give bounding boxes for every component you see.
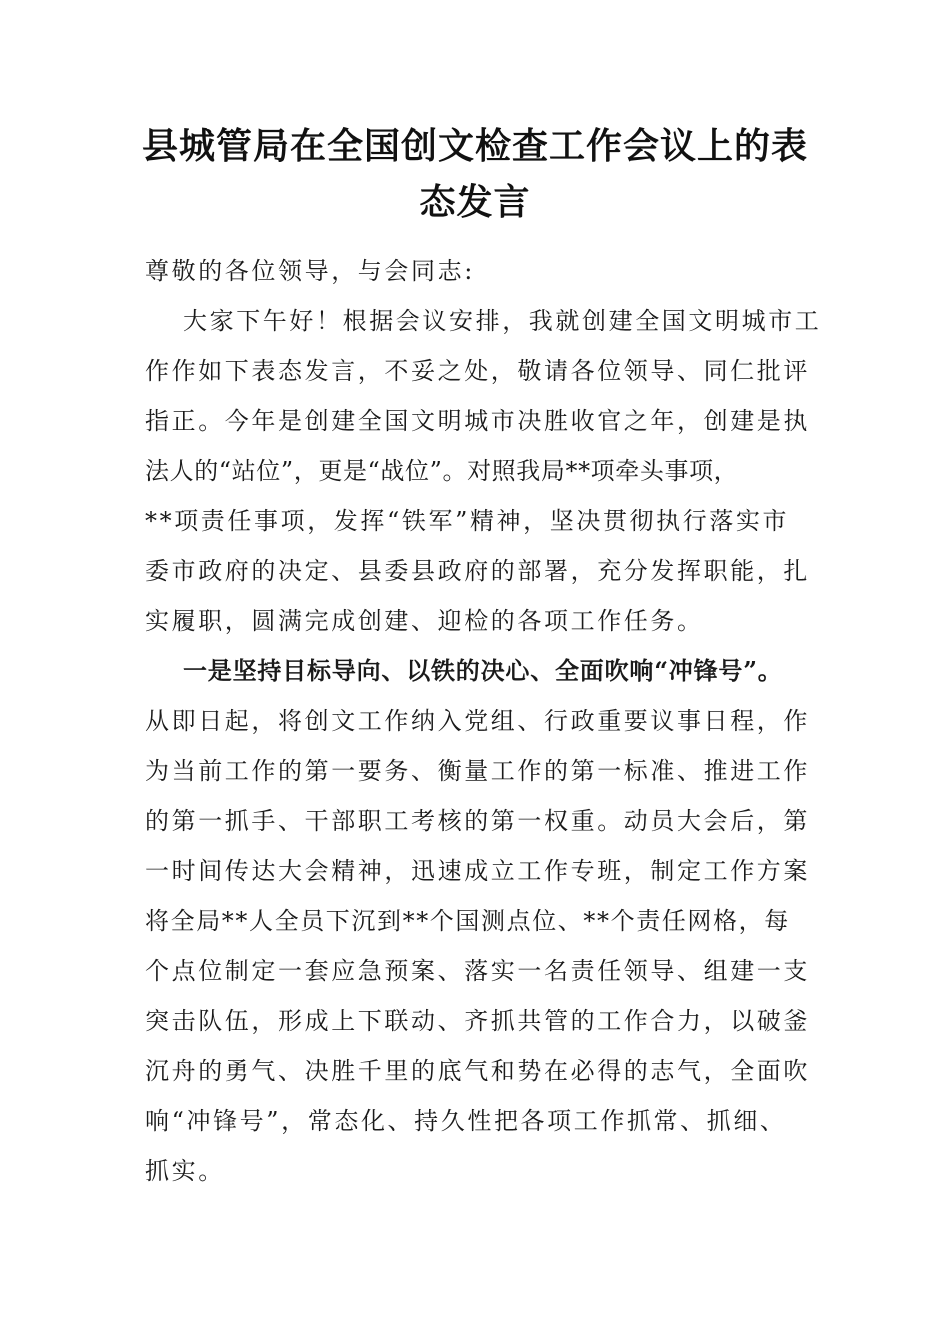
- paragraph-line: 个点位制定一套应急预案、落实一名责任领导、组建一支: [145, 957, 810, 985]
- paragraph-line: 作作如下表态发言，不妥之处，敬请各位领导、同仁批评: [145, 357, 810, 385]
- paragraph-line: 法人的“站位”，更是“战位”。对照我局**项牵头事项，: [145, 457, 739, 485]
- paragraph-line: 响“冲锋号”，常态化、持久性把各项工作抓常、抓细、: [145, 1107, 787, 1135]
- paragraph-line: 将全局**人全员下沉到**个国测点位、**个责任网格，每: [145, 907, 790, 935]
- paragraph-line: 大家下午好！根据会议安排，我就创建全国文明城市工: [183, 307, 822, 335]
- paragraph-point-one: [145, 646, 825, 1196]
- paragraph-line: 指正。今年是创建全国文明城市决胜收官之年，创建是执: [145, 407, 810, 435]
- paragraph-line: 一时间传达大会精神，迅速成立工作专班，制定工作方案: [145, 857, 810, 885]
- section-heading: 一是坚持目标导向、以铁的决心、全面吹响“冲锋号”。: [183, 656, 783, 685]
- document-title: [140, 118, 810, 230]
- paragraph-line: 实履职，圆满完成创建、迎检的各项工作任务。: [145, 607, 704, 635]
- paragraph-line: **项责任事项，发挥“铁军”精神，坚决贯彻执行落实市: [145, 507, 790, 535]
- title-line-1: 县城管局在全国创文检查工作会议上的表: [141, 125, 808, 167]
- paragraph-line: 沉舟的勇气、决胜千里的底气和势在必得的志气，全面吹: [145, 1057, 810, 1085]
- title-line-2: 态发言: [419, 181, 531, 223]
- paragraph-line: 的第一抓手、干部职工考核的第一权重。动员大会后，第: [145, 807, 810, 835]
- paragraph-line: 抓实。: [145, 1157, 225, 1185]
- paragraph-line: 突击队伍，形成上下联动、齐抓共管的工作合力，以破釜: [145, 1007, 810, 1035]
- paragraph-line: 委市政府的决定、县委县政府的部署，充分发挥职能，扎: [145, 557, 810, 585]
- paragraph-opening: [145, 296, 825, 646]
- paragraph-line: 从即日起，将创文工作纳入党组、行政重要议事日程，作: [145, 707, 810, 735]
- paragraph-line: 为当前工作的第一要务、衡量工作的第一标准、推进工作: [145, 757, 810, 785]
- document-body: [145, 246, 825, 1196]
- salutation: 尊敬的各位领导，与会同志:: [145, 257, 475, 285]
